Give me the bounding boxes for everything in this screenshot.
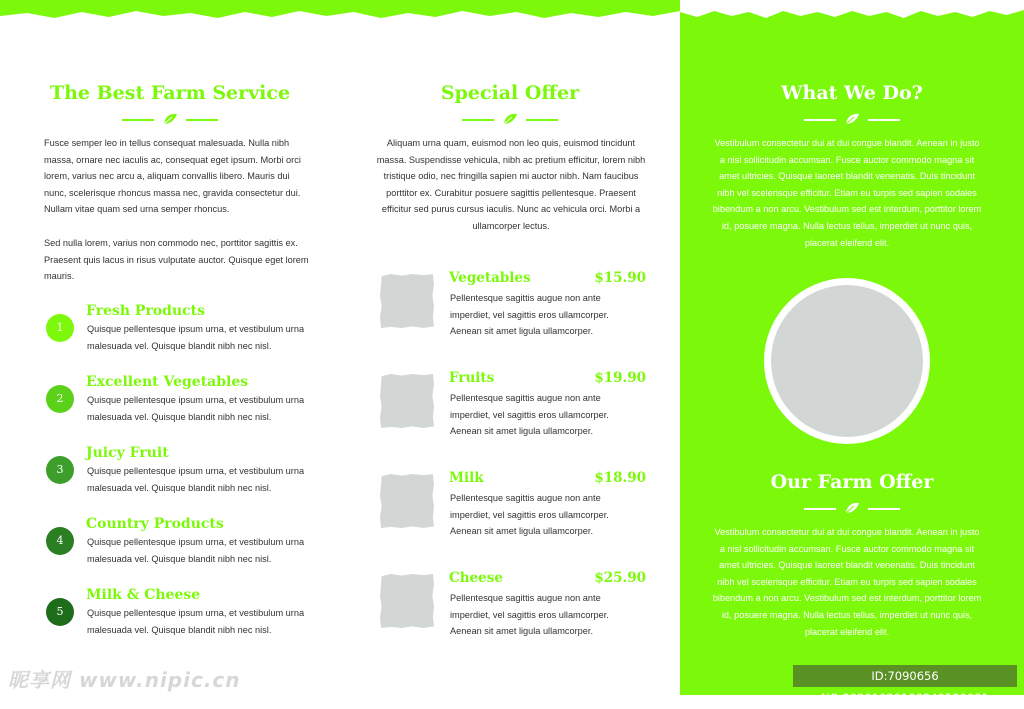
- what-we-do-title: What We Do?: [781, 82, 923, 104]
- step-number-3: 3: [46, 456, 74, 484]
- left-title: The Best Farm Service: [49, 82, 291, 104]
- what-we-do-text: Vestibulum consectetur dui at dui congue blandit. Aenean in justo a nisl sollicitudin accumsan. Fusce auctor commodo magna sit amet ultricies. Quisque laoreet blandit venenatis. Duis tincidunt nibh vel scelerisque efficitur. Etiam eu turpis sed sapien sodales bibendum a non arcu. Vestibulum sed est interdum, porttitor lorem id, posuere magna. Nulla lectus tellus, imperdiet ut nunc quis, placerat eleifend elit.: [712, 138, 982, 248]
- watermark-logo: 昵享网 www.nipic.cn: [8, 668, 241, 692]
- step-number-5: 5: [46, 598, 74, 626]
- middle-intro: Aliquam urna quam, euismod non leo quis, euismod tincidunt massa. Suspendisse vehicula, nibh ac pretium efficitur, lorem nibh tristique odio, nec fringilla sapien mi auctor nibh. Nam faucibus porttitor ex. Curabitur posuere sagittis pellentesque. Praesent efficitur sed purus cursus iaculis. Nunc ac vehicula orci. Morbi a ullamcorper lectus.: [376, 138, 646, 231]
- left-intro-2: Sed nulla lorem, varius non commodo nec, porttitor sagittis ex. Praesent quis lacus in risus vulputate auctor. Quisque eget lorem mauris.: [44, 238, 309, 282]
- product-desc: Pellentesque sagittis augue non ante imperdiet, vel sagittis eros ullamcorper. Aenean sit amet ligula ullamcorper.: [450, 493, 609, 537]
- our-farm-offer-title: Our Farm Offer: [770, 471, 934, 493]
- product-image-placeholder: [380, 474, 434, 528]
- feature-desc: Quisque pellentesque ipsum urna, et vestibulum urna malesuada vel. Quisque blandit nibh nec nisl.: [87, 537, 305, 564]
- left-intro-1: Fusce semper leo in tellus consequat malesuada. Nulla nibh massa, ornare nec iaculis ac, consequat eget ipsum. Morbi orci lorem, varius nec arcu a, aliquam convallis libero. Mauris dui nunc, scelerisque rhoncus massa nec, gravida consectetur dui. Nullam vitae quam sed urna semper rhoncus.: [44, 138, 301, 215]
- product-name: Fruits: [449, 370, 495, 386]
- feature-title: Juicy Fruit: [86, 445, 169, 461]
- leaf-icon: [844, 112, 860, 126]
- our-farm-offer-text: Vestibulum consectetur dui at dui congue blandit. Aenean in justo a nisl sollicitudin accumsan. Fusce auctor commodo magna sit amet ultricies. Quisque laoreet blandit venenatis. Duis tincidunt nibh vel scelerisque efficitur. Etiam eu turpis sed sapien sodales bibendum a non arcu. Vestibulum sed est interdum, porttitor lorem id, posuere magna. Nulla lectus tellus, imperdiet ut nunc quis, placerat eleifend elit.: [712, 527, 982, 637]
- step-number-4: 4: [46, 527, 74, 555]
- product-price: $25.90: [594, 570, 646, 586]
- product-item-cheese: [380, 570, 650, 650]
- product-item-milk: [380, 470, 650, 550]
- leaf-icon: [844, 501, 860, 515]
- top-brush-stroke-white: [680, 0, 1024, 20]
- right-divider-1: [804, 112, 900, 126]
- product-image-placeholder: [380, 574, 434, 628]
- feature-item-3: [44, 445, 324, 505]
- product-desc: Pellentesque sagittis augue non ante imperdiet, vel sagittis eros ullamcorper. Aenean sit amet ligula ullamcorper.: [450, 393, 609, 437]
- photo-placeholder: [771, 285, 923, 437]
- middle-divider: [462, 112, 558, 126]
- product-item-vegetables: [380, 270, 650, 350]
- step-number-1: 1: [46, 314, 74, 342]
- leaf-icon: [162, 112, 178, 126]
- product-name: Cheese: [449, 570, 503, 586]
- feature-title: Country Products: [86, 516, 224, 532]
- product-price: $15.90: [594, 270, 646, 286]
- product-image-placeholder: [380, 374, 434, 428]
- feature-item-4: [44, 516, 324, 576]
- product-price: $19.90: [594, 370, 646, 386]
- watermark-id: ID:7090656 NO:20201029100249530081: [793, 665, 1017, 687]
- feature-desc: Quisque pellentesque ipsum urna, et vestibulum urna malesuada vel. Quisque blandit nibh nec nisl.: [87, 324, 305, 351]
- product-name: Milk: [449, 470, 484, 486]
- feature-desc: Quisque pellentesque ipsum urna, et vestibulum urna malesuada vel. Quisque blandit nibh nec nisl.: [87, 395, 305, 422]
- product-image-placeholder: [380, 274, 434, 328]
- middle-title: Special Offer: [440, 82, 580, 104]
- feature-item-2: [44, 374, 324, 434]
- product-desc: Pellentesque sagittis augue non ante imperdiet, vel sagittis eros ullamcorper. Aenean sit amet ligula ullamcorper.: [450, 293, 609, 337]
- product-desc: Pellentesque sagittis augue non ante imperdiet, vel sagittis eros ullamcorper. Aenean sit amet ligula ullamcorper.: [450, 593, 609, 637]
- product-item-fruits: [380, 370, 650, 450]
- step-number-2: 2: [46, 385, 74, 413]
- product-price: $18.90: [594, 470, 646, 486]
- photo-frame: [764, 278, 930, 444]
- feature-desc: Quisque pellentesque ipsum urna, et vestibulum urna malesuada vel. Quisque blandit nibh nec nisl.: [87, 608, 305, 635]
- feature-title: Milk & Cheese: [86, 587, 201, 603]
- left-divider: [122, 112, 218, 126]
- feature-item-5: [44, 587, 324, 647]
- feature-item-1: [44, 303, 324, 363]
- feature-title: Fresh Products: [86, 303, 205, 319]
- feature-desc: Quisque pellentesque ipsum urna, et vestibulum urna malesuada vel. Quisque blandit nibh nec nisl.: [87, 466, 305, 493]
- feature-title: Excellent Vegetables: [86, 374, 249, 390]
- product-name: Vegetables: [449, 270, 531, 286]
- right-panel: [680, 0, 1024, 695]
- right-divider-2: [804, 501, 900, 515]
- leaf-icon: [502, 112, 518, 126]
